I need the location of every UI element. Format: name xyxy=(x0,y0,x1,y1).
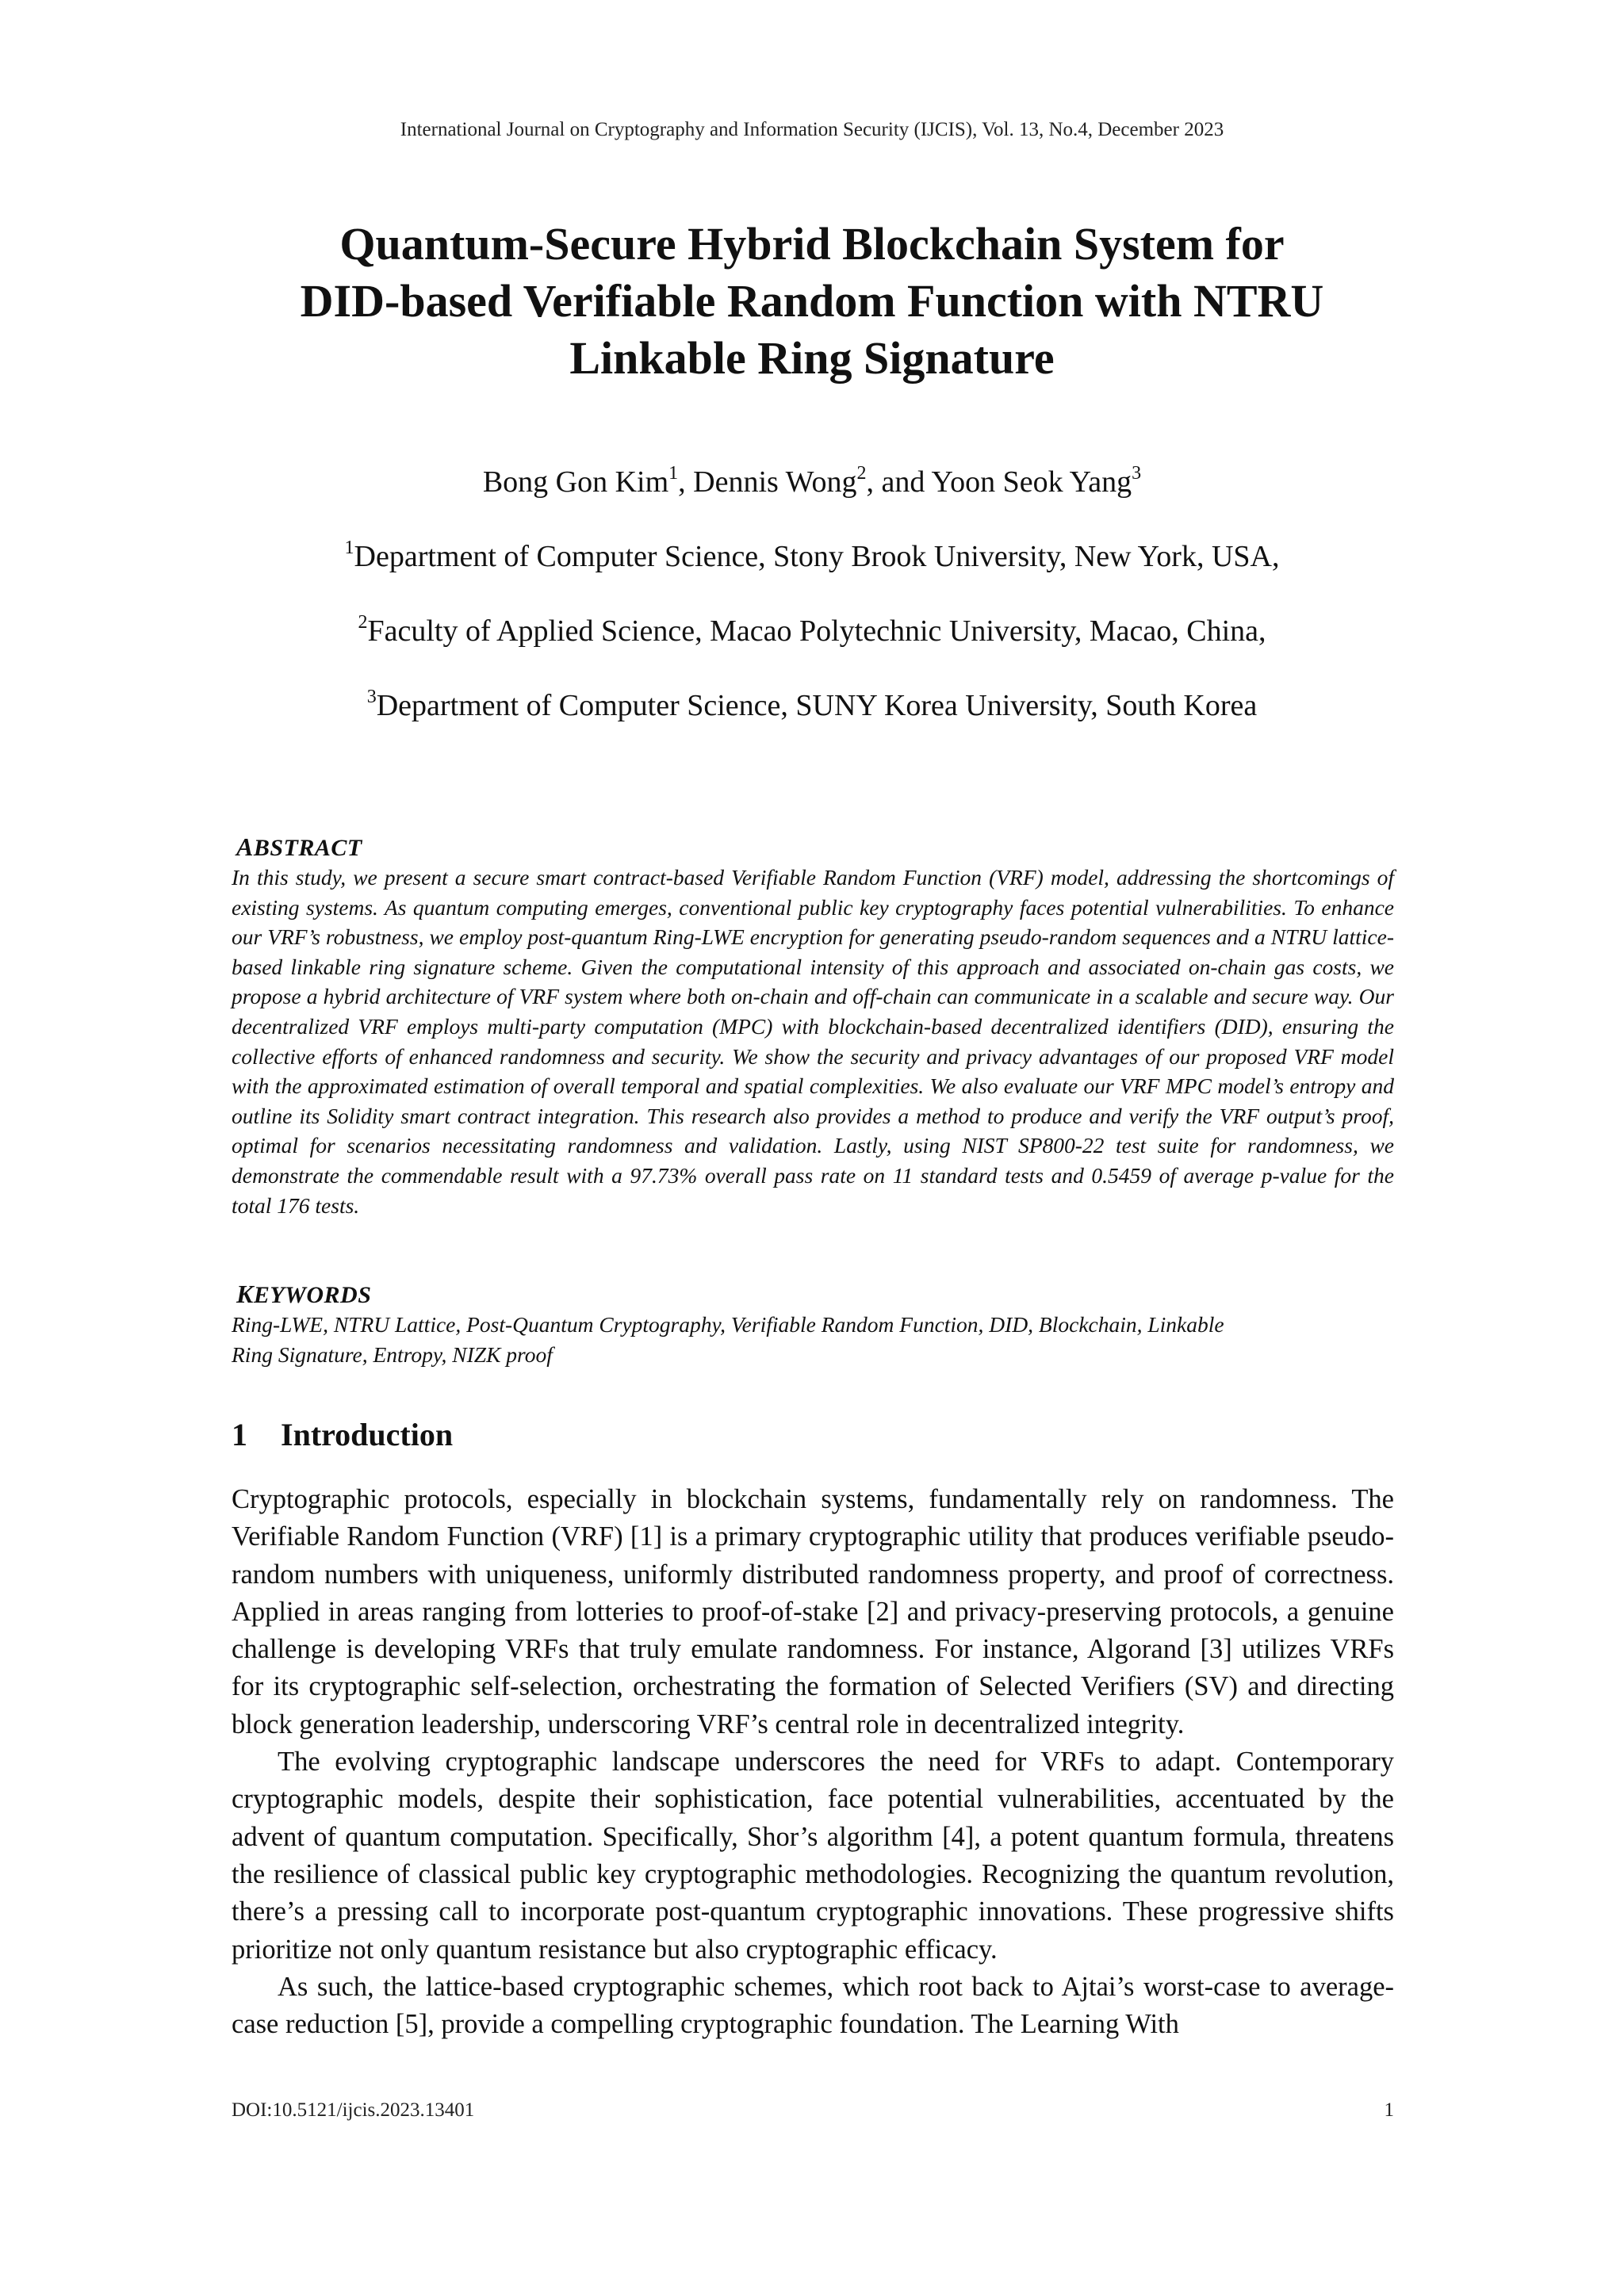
paper-title xyxy=(178,216,1446,387)
author-name: Bong Gon Kim xyxy=(482,465,669,499)
introduction-body xyxy=(232,1481,1394,2043)
keywords-line-2: Ring Signature, Entropy, NIZK proof xyxy=(232,1341,553,1367)
author-name: Dennis Wong xyxy=(693,465,857,499)
title-line-2: DID-based Verifiable Random Function with NTRU xyxy=(300,275,1324,327)
affiliation-text: Department of Computer Science, Stony Brook University, New York, USA, xyxy=(354,540,1280,573)
page-number: 1 xyxy=(1384,2099,1394,2121)
affiliation-text: Department of Computer Science, SUNY Korea University, South Korea xyxy=(376,689,1258,722)
author-affiliation-mark: 2 xyxy=(856,463,867,484)
author-separator: , xyxy=(678,465,694,499)
title-line-3: Linkable Ring Signature xyxy=(569,332,1055,384)
keywords-line-1: Ring-LWE, NTRU Lattice, Post-Quantum Cryptography, Verifiable Random Function, DID, Blockchain, Linkable xyxy=(232,1312,1224,1337)
author-list xyxy=(0,465,1624,499)
affiliation-3 xyxy=(0,688,1624,723)
keywords-text xyxy=(232,1310,1394,1369)
abstract-text: In this study, we present a secure smart contract-based Verifiable Random Function (VRF) model, addressing the shortcomings of existing systems. As quantum computing emerges, conventional public key cryptography faces potential vulnerabilities. To enhance our VRF’s robustness, we employ post-quantum Ring-LWE encryption for generating pseudo-random sequences and a NTRU lattice-based linkable ring signature scheme. Given the computational intensity of this approach and associated on-chain gas costs, we propose a hybrid architecture of VRF system where both on-chain and off-chain can communicate in a scalable and secure way. Our decentralized VRF employs multi-party computation (MPC) with blockchain-based decentralized identifiers (DID), ensuring the collective efforts of enhanced randomness and security. We show the security and privacy advantages of our proposed VRF model with the approximated estimation of overall temporal and spatial complexities. We also evaluate our VRF MPC model’s entropy and outline its Solidity smart contract integration. This research also provides a method to produce and verify the VRF output’s proof, optimal for scenarios necessitating randomness and validation. Lastly, using NIST SP800-22 test suite for randomness, we demonstrate the commendable result with a 97.73% overall pass rate on 11 standard tests and 0.5459 of average p-value for the total 176 tests. xyxy=(232,865,1394,1218)
author-affiliation-mark: 1 xyxy=(668,463,679,484)
section-heading-introduction xyxy=(232,1416,453,1453)
affiliation-2 xyxy=(0,614,1624,649)
title-line-1: Quantum-Secure Hybrid Blockchain System for xyxy=(339,218,1285,270)
section-number: 1 xyxy=(232,1417,247,1452)
abstract-heading: ABSTRACT xyxy=(236,832,362,861)
paragraph: The evolving cryptographic landscape underscores the need for VRFs to adapt. Contemporary cryptographic models, despite their sophistication, face potential vulnerabilities, accentuated by the advent of quantum computation. Specifically, Shor’s algorithm [4], a potent quantum formula, threatens the resilience of classical public key cryptographic methodologies. Recognizing the quantum revolution, there’s a pressing call to incorporate post-quantum cryptographic innovations. These progressive shifts prioritize not only quantum resistance but also cryptographic efficacy. xyxy=(232,1747,1394,1965)
author-separator: , and xyxy=(866,465,932,499)
affiliation-mark: 2 xyxy=(358,612,368,633)
paragraph: Cryptographic protocols, especially in blockchain systems, fundamentally rely on randomness. The Verifiable Random Function (VRF) [1] is a primary cryptographic utility that produces verifiable pseudo-random numbers with uniqueness, uniformly distributed randomness property, and proof of correctness. Applied in areas ranging from lotteries to proof-of-stake [2] and privacy-preserving protocols, a genuine challenge is developing VRFs that truly emulate randomness. For instance, Algorand [3] utilizes VRFs for its cryptographic self-selection, orchestrating the formation of Selected Verifiers (SV) and directing block generation leadership, underscoring VRF’s central role in decentralized integrity. xyxy=(232,1484,1394,1739)
section-title: Introduction xyxy=(281,1417,454,1452)
footer-doi: DOI:10.5121/ijcis.2023.13401 xyxy=(232,2099,475,2121)
affiliation-mark: 3 xyxy=(366,687,377,707)
keywords-heading: KEYWORDS xyxy=(236,1280,372,1308)
affiliation-text: Faculty of Applied Science, Macao Polytechnic University, Macao, China, xyxy=(367,614,1266,648)
paragraph: As such, the lattice-based cryptographic schemes, which root back to Ajtai’s worst-case to average-case reduction [5], provide a compelling cryptographic foundation. The Learning With xyxy=(232,1971,1394,2040)
affiliation-1 xyxy=(0,539,1624,574)
running-head: International Journal on Cryptography and Information Security (IJCIS), Vol. 13, No.4, December 2023 xyxy=(400,119,1224,140)
affiliation-mark: 1 xyxy=(344,538,354,558)
author-affiliation-mark: 3 xyxy=(1132,463,1142,484)
author-name: Yoon Seok Yang xyxy=(931,465,1132,499)
